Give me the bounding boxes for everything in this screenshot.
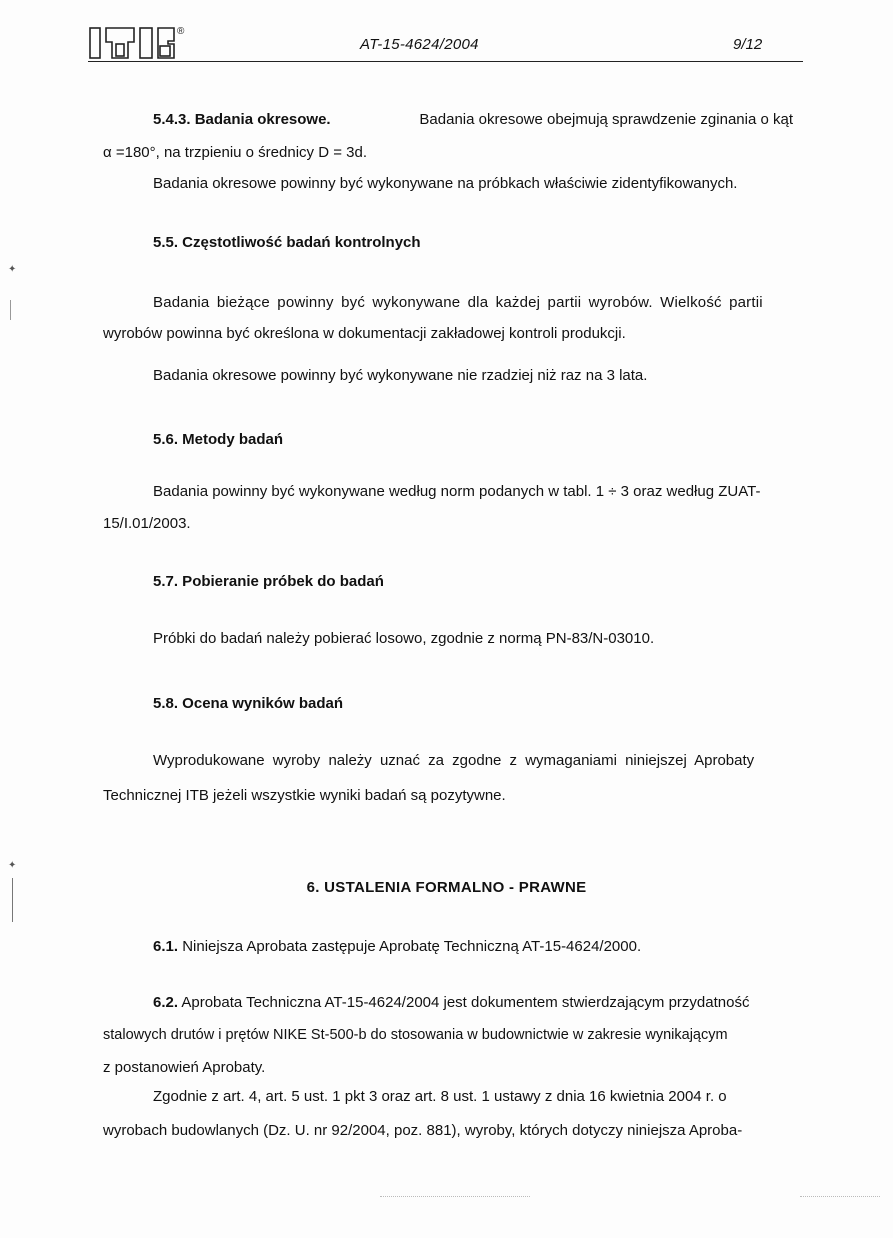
registered-mark: ® <box>177 26 185 37</box>
section-5-4-3-title: Badania okresowe. <box>194 111 331 128</box>
section-6-heading: 6. USTALENIA FORMALNO - PRAWNE <box>306 879 587 896</box>
scan-mark: ✦ <box>8 264 17 275</box>
section-5-8-heading: 5.8. Ocena wyników badań <box>153 695 344 712</box>
paragraph-6-2-line2: stalowych drutów i prętów NIKE St-500-b do stosowania w budownictwie w zakresie wynikającym <box>103 1027 728 1043</box>
paragraph-6-1-number: 6.1. <box>153 938 179 955</box>
section-5-5-line1: Badania bieżące powinny być wykonywane dla każdej partii wyrobów. Wielkość partii <box>153 294 763 311</box>
paragraph-6-2-text: Aprobata Techniczna AT-15-4624/2004 jest dokumentem stwierdzającym przydatność <box>181 994 750 1011</box>
scan-mark <box>12 878 13 922</box>
section-5-4-3-line2: α =180°, na trzpieniu o średnicy D = 3d. <box>103 144 367 161</box>
section-5-8-line1: Wyprodukowane wyroby należy uznać za zgodne z wymaganiami niniejszej Aprobaty <box>153 752 755 769</box>
scan-dots <box>380 1196 530 1198</box>
section-5-5-line3: Badania okresowe powinny być wykonywane nie rzadziej niż raz na 3 lata. <box>153 367 648 384</box>
paragraph-6-1-text: Niniejsza Aprobata zastępuje Aprobatę Techniczną AT-15-4624/2000. <box>182 938 642 955</box>
itb-logo <box>88 22 198 62</box>
section-5-7-heading: 5.7. Pobieranie próbek do badań <box>153 573 384 590</box>
section-5-4-3-line1 <box>153 110 793 130</box>
section-5-5-line2: wyrobów powinna być określona w dokumentacji zakładowej kontroli produkcji. <box>103 325 626 342</box>
page-number: 9/12 <box>733 36 763 53</box>
section-5-6-heading: 5.6. Metody badań <box>153 431 284 448</box>
scan-mark <box>10 300 11 320</box>
section-5-6-line2: 15/I.01/2003. <box>103 515 191 532</box>
paragraph-6-2-line3: z postanowień Aprobaty. <box>103 1059 266 1076</box>
section-5-4-3-text: Badania okresowe obejmują sprawdzenie zginania o kąt <box>419 111 793 128</box>
paragraph-6-2-line1 <box>153 993 749 1013</box>
paragraph-6-3-line2: wyrobach budowlanych (Dz. U. nr 92/2004, poz. 881), wyroby, których dotyczy niniejsza Aproba- <box>103 1122 743 1139</box>
document-id: AT-15-4624/2004 <box>360 36 479 53</box>
section-5-7-line1: Próbki do badań należy pobierać losowo, zgodnie z normą PN-83/N-03010. <box>153 630 655 647</box>
section-5-4-3-number: 5.4.3. <box>153 111 191 128</box>
section-5-6-line1: Badania powinny być wykonywane według norm podanych w tabl. 1 ÷ 3 oraz według ZUAT- <box>153 483 761 500</box>
paragraph-6-1 <box>153 937 641 957</box>
scan-dots <box>800 1196 880 1198</box>
paragraph-6-3-line1: Zgodnie z art. 4, art. 5 ust. 1 pkt 3 oraz art. 8 ust. 1 ustawy z dnia 16 kwietnia 2004 r. o <box>153 1088 727 1105</box>
section-5-4-3-line3: Badania okresowe powinny być wykonywane na próbkach właściwie zidentyfikowanych. <box>153 175 738 192</box>
scan-mark: ✦ <box>8 860 17 871</box>
header-rule <box>88 61 803 62</box>
section-5-5-heading: 5.5. Częstotliwość badań kontrolnych <box>153 234 421 251</box>
paragraph-6-2-number: 6.2. <box>153 994 179 1011</box>
section-5-8-line2: Technicznej ITB jeżeli wszystkie wyniki badań są pozytywne. <box>103 787 506 804</box>
